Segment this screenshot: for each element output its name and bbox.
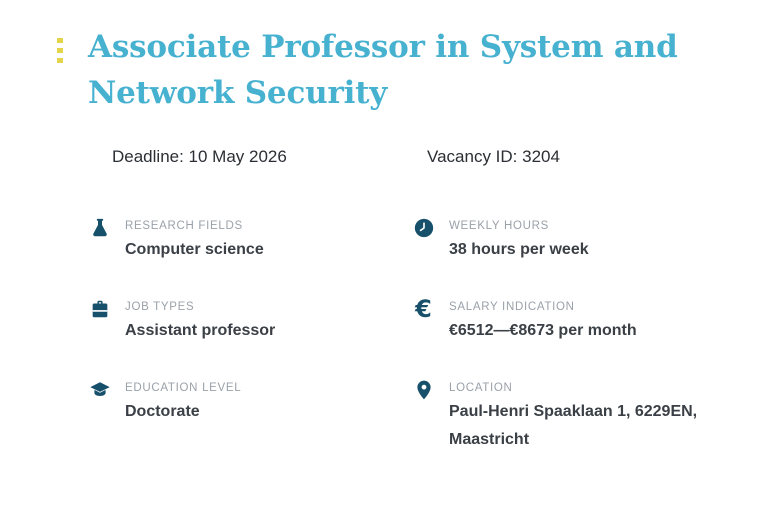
detail-value: €6512—€8673 per month [449, 322, 637, 339]
detail-value: Computer science [125, 241, 264, 258]
detail-value: Doctorate [125, 403, 200, 420]
detail-location [412, 379, 701, 454]
location-pin-icon [412, 379, 435, 402]
detail-job-types [88, 298, 412, 345]
detail-salary-indication [412, 295, 701, 345]
page-header [88, 24, 710, 116]
graduation-cap-icon [88, 379, 111, 402]
flask-icon [88, 217, 111, 240]
euro-icon: € [415, 295, 432, 323]
detail-label: JOB TYPES [125, 301, 195, 313]
vacancy-meta [112, 145, 560, 169]
detail-value: Paul-Henri Spaaklaan 1, 6229EN, Maastricht [449, 403, 698, 448]
detail-label: RESEARCH FIELDS [125, 220, 243, 232]
detail-value: 38 hours per week [449, 241, 589, 258]
vacancy-details-grid [88, 217, 701, 454]
detail-label: WEEKLY HOURS [449, 220, 549, 232]
detail-label: EDUCATION LEVEL [125, 382, 242, 394]
detail-label: LOCATION [449, 382, 513, 394]
detail-education-level [88, 379, 412, 454]
detail-label: SALARY INDICATION [449, 301, 575, 313]
clock-icon [412, 217, 435, 240]
title-accent-marker [57, 38, 63, 64]
page-title: Associate Professor in System and Network Security [88, 29, 678, 111]
vacancy-id-text: Vacancy ID: 3204 [427, 147, 560, 166]
detail-value: Assistant professor [125, 322, 276, 339]
briefcase-icon [88, 298, 111, 321]
detail-weekly-hours [412, 217, 701, 264]
detail-research-fields [88, 217, 412, 264]
deadline-text: Deadline: 10 May 2026 [112, 147, 287, 166]
